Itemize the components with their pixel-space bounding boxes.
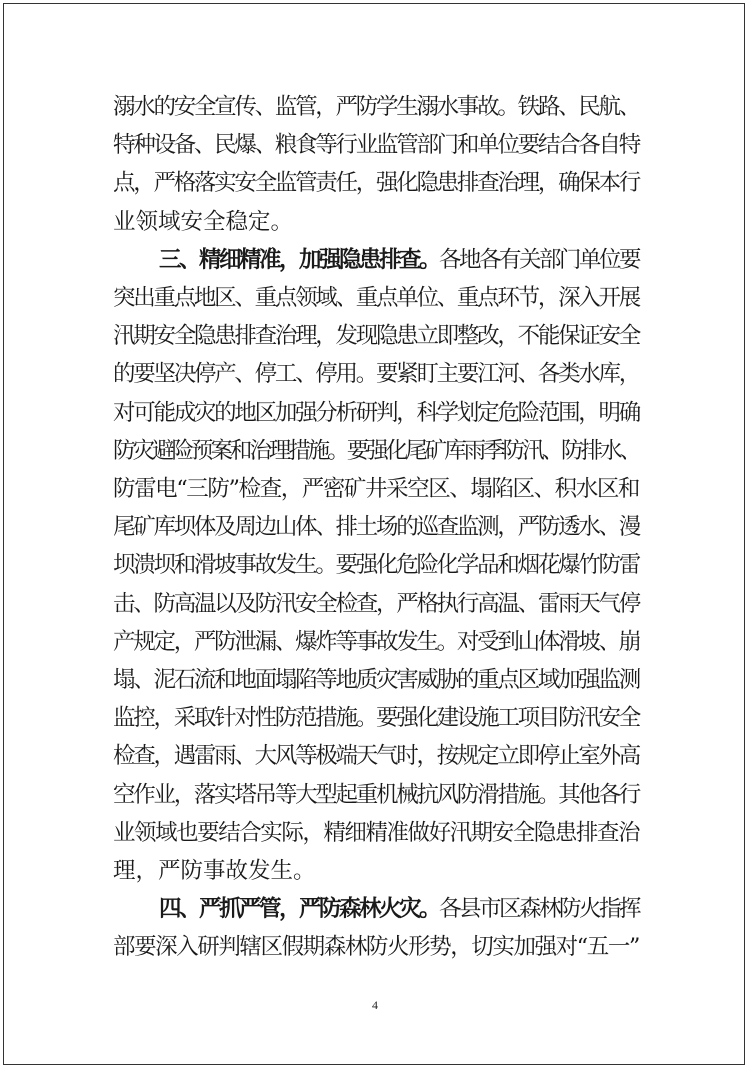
text-line — [113, 554, 639, 577]
page-number: 4 — [372, 998, 378, 1012]
line-text: 点，严格落实安全监管责任，强化隐患排查治理，确保本行 — [113, 170, 639, 197]
line-text: 空作业，落实塔吊等大型起重机械抗风防滑措施。其他各行 — [113, 781, 639, 808]
section-heading: 四、严抓严管，严防森林火灾。 — [159, 896, 439, 923]
text-line — [113, 745, 639, 768]
line-text: 特种设备、民爆、粮食等行业监管部门和单位要结合各自特 — [113, 132, 639, 159]
text-line — [113, 669, 639, 692]
line-text: 对可能成灾的地区加强分析研判，科学划定危险范围，明确 — [113, 399, 639, 426]
line-text: 塌、泥石流和地面塌陷等地质灾害威胁的重点区域加强监测 — [113, 667, 639, 693]
line-text: 部要深入研判辖区假期森林防火形势，切实加强对“五一” — [113, 934, 639, 961]
line-text: 汛期安全隐患排查治理，发现隐患立即整改，不能保证安全 — [113, 323, 639, 350]
line-text: 防雷电“三防”检查，严密矿井采空区、塌陷区、积水区和 — [113, 476, 639, 502]
line-text: 的要坚决停产、停工、停用。要紧盯主要江河、各类水库， — [113, 361, 639, 388]
text-line — [113, 363, 639, 386]
paragraph-heading-line — [159, 246, 639, 273]
text-line — [113, 134, 639, 157]
text-line — [113, 590, 639, 617]
line-text: 坝溃坝和滑坡事故发生。要强化危险化学品和烟花爆竹防雷 — [113, 552, 639, 579]
line-text: 理，严防事故发生。 — [113, 858, 316, 884]
text-line — [113, 781, 639, 808]
text-line — [113, 478, 639, 501]
line-text: 监控，采取针对性防范措施。要强化建设施工项目防汛安全 — [113, 705, 639, 732]
line-text: 业领域安全稳定。 — [113, 208, 294, 235]
text-line — [113, 325, 639, 348]
line-text: 各地各有关部门单位要 — [438, 246, 639, 273]
text-line — [113, 208, 294, 235]
text-line — [113, 399, 639, 426]
line-text: 尾矿库坝体及周边山体、排土场的巡查监测，严防透水、漫 — [113, 514, 639, 541]
line-text: 防灾避险预案和治理措施。要强化尾矿库雨季防汛、防排水、 — [113, 437, 639, 464]
text-line — [113, 819, 639, 846]
text-line — [113, 96, 639, 119]
text-line — [113, 287, 639, 310]
line-text: 击、防高温以及防汛安全检查，严格执行高温、雷雨天气停 — [113, 590, 639, 617]
text-line — [113, 172, 639, 195]
text-line — [113, 628, 639, 655]
text-line — [113, 860, 316, 883]
line-text: 突出重点地区、重点领域、重点单位、重点环节，深入开展 — [113, 285, 639, 311]
line-text: 业领域也要结合实际，精细精准做好汛期安全隐患排查治 — [113, 819, 639, 846]
text-line — [113, 437, 639, 464]
paragraph-heading-line — [159, 898, 639, 921]
text-line — [113, 936, 639, 959]
line-text: 各县市区森林防火指挥 — [438, 896, 639, 923]
text-line — [113, 516, 639, 539]
section-heading: 三、精细精准，加强隐患排查。 — [159, 246, 439, 273]
line-text: 产规定，严防泄漏、爆炸等事故发生。对受到山体滑坡、崩 — [113, 628, 639, 655]
line-text: 溺水的安全宣传、监管，严防学生溺水事故。铁路、民航、 — [113, 94, 639, 120]
line-text: 检查，遇雷雨、大风等极端天气时，按规定立即停止室外高 — [113, 743, 639, 770]
text-line — [113, 707, 639, 730]
